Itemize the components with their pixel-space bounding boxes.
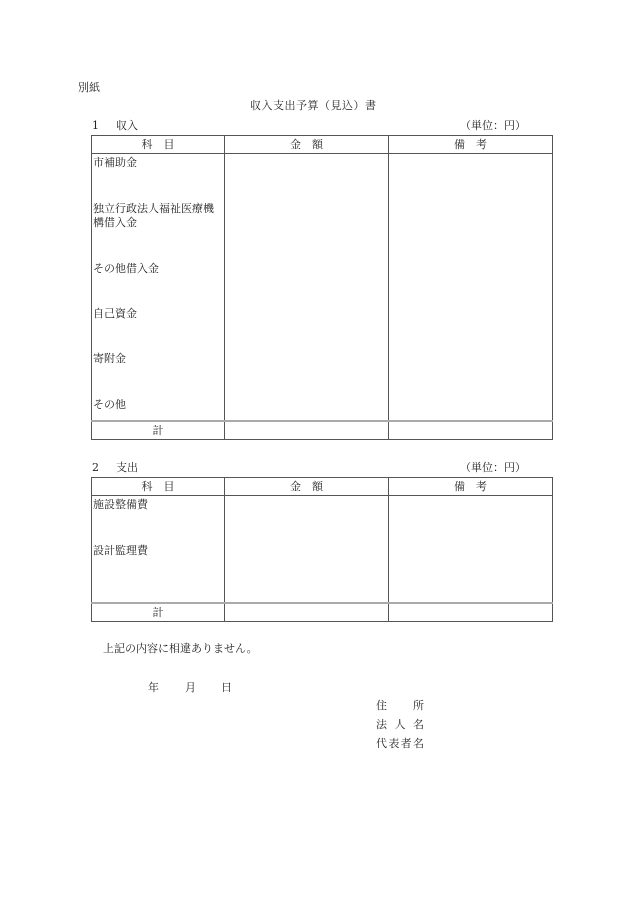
expenditure-total-row <box>92 603 553 622</box>
expenditure-table <box>91 477 553 622</box>
income-unit-label: （単位：円） <box>460 119 526 132</box>
date-month-label: 月 <box>185 681 196 694</box>
income-items-row <box>92 154 553 422</box>
representative-char: 表 <box>388 737 400 750</box>
address-char: 所 <box>413 699 424 712</box>
income-item-other-loan: その他借入金 <box>93 262 159 275</box>
income-total-label: 計 <box>92 421 225 440</box>
income-item-donations: 寄附金 <box>93 352 126 365</box>
header-remarks: 備 考 <box>389 136 553 154</box>
confirmation-statement: 上記の内容に相違ありません。 <box>103 642 258 655</box>
expenditure-amount-cell[interactable] <box>225 496 389 604</box>
document-title: 収入支出予算（見込）書 <box>250 99 377 112</box>
income-item-wam-loan: 独立行政法人福祉医療機構借入金 <box>93 202 214 229</box>
expenditure-items-row <box>92 496 553 604</box>
signature-representative-label <box>376 738 424 749</box>
income-item-other: その他 <box>93 398 126 411</box>
header-subject: 科 目 <box>92 136 225 154</box>
signature-corporation-name-label <box>376 719 424 730</box>
income-header-row <box>92 136 553 154</box>
expenditure-total-amount[interactable] <box>225 603 389 622</box>
header-amount: 金 額 <box>225 478 389 496</box>
expenditure-section-number: 2 <box>92 461 99 474</box>
signature-address-label <box>376 700 424 711</box>
income-item-city-subsidy: 市補助金 <box>93 156 137 169</box>
header-remarks: 備 考 <box>389 478 553 496</box>
expenditure-item-design-supervision: 設計監理費 <box>93 544 148 557</box>
header-subject: 科 目 <box>92 478 225 496</box>
expenditure-unit-label: （単位：円） <box>460 461 526 474</box>
date-day-label: 日 <box>221 681 232 694</box>
income-amount-cell[interactable] <box>225 154 389 422</box>
header-amount: 金 額 <box>225 136 389 154</box>
income-total-remarks[interactable] <box>389 421 553 440</box>
income-section-number: 1 <box>92 119 99 132</box>
expenditure-total-label: 計 <box>92 603 225 622</box>
corp-name-char: 名 <box>413 718 424 731</box>
corp-name-char: 法 <box>376 718 387 731</box>
representative-char: 名 <box>412 737 424 750</box>
income-section-title <box>92 120 138 131</box>
income-item-own-funds: 自己資金 <box>93 307 137 320</box>
expenditure-section-title <box>92 462 138 473</box>
expenditure-remarks-cell[interactable] <box>389 496 553 604</box>
income-total-amount[interactable] <box>225 421 389 440</box>
page-label: 別紙 <box>78 81 100 94</box>
representative-char: 代 <box>376 737 387 750</box>
expenditure-total-remarks[interactable] <box>389 603 553 622</box>
expenditure-section-label: 支出 <box>116 461 138 474</box>
income-total-row <box>92 421 553 440</box>
income-section-label: 収入 <box>116 119 138 132</box>
corp-name-char: 人 <box>394 718 406 731</box>
income-subject-cell <box>92 154 225 422</box>
date-year-label: 年 <box>148 681 159 694</box>
income-remarks-cell[interactable] <box>389 154 553 422</box>
address-char: 住 <box>376 699 387 712</box>
income-table <box>91 135 553 440</box>
expenditure-item-facility: 施設整備費 <box>93 498 148 511</box>
expenditure-subject-cell <box>92 496 225 604</box>
representative-char: 者 <box>400 737 412 750</box>
expenditure-header-row <box>92 478 553 496</box>
